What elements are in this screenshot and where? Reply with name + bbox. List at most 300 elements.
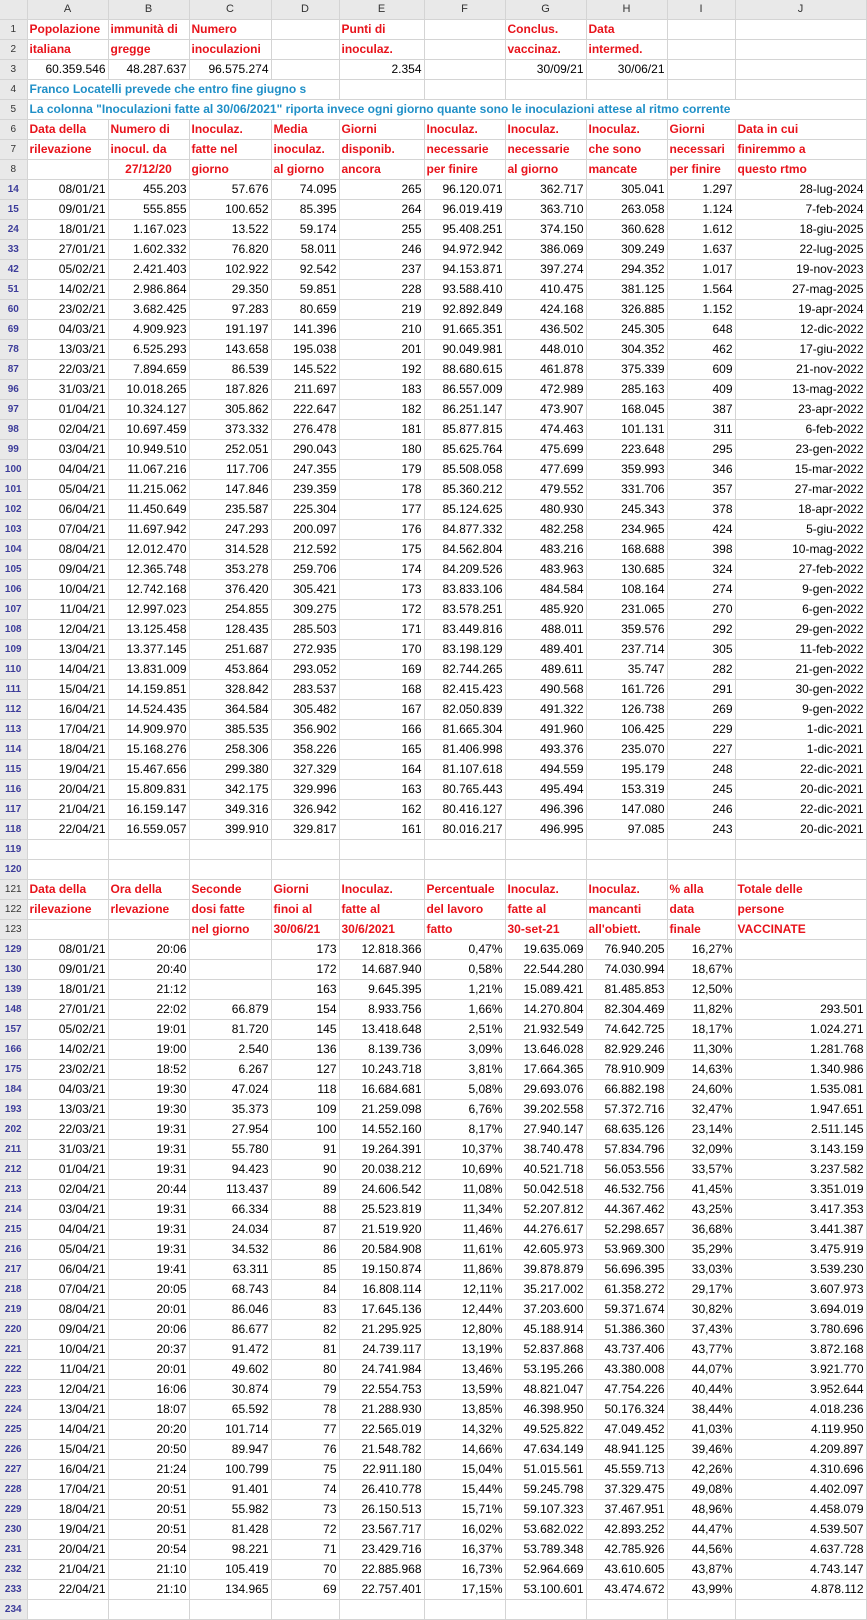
cell[interactable]: 374.150 — [505, 220, 586, 240]
cell[interactable]: 56.696.395 — [586, 1260, 667, 1280]
cell[interactable]: 22/04/21 — [27, 1580, 108, 1600]
cell[interactable]: 483.963 — [505, 560, 586, 580]
header-cell[interactable]: 30/6/2021 — [339, 920, 424, 940]
cell[interactable]: 15.089.421 — [505, 980, 586, 1000]
cell[interactable]: 18:52 — [108, 1060, 189, 1080]
column-header-c[interactable]: C — [189, 0, 271, 20]
row-number[interactable]: 116 — [0, 780, 27, 800]
cell[interactable]: 42.893.252 — [586, 1520, 667, 1540]
cell[interactable]: 10.324.127 — [108, 400, 189, 420]
cell[interactable]: 10-mag-2022 — [735, 540, 866, 560]
cell[interactable]: 70 — [271, 1560, 339, 1580]
cell[interactable]: 263.058 — [586, 200, 667, 220]
cell[interactable]: 84.877.332 — [424, 520, 505, 540]
cell[interactable]: 3.872.168 — [735, 1340, 866, 1360]
cell[interactable] — [189, 840, 271, 860]
cell[interactable]: 305.041 — [586, 180, 667, 200]
cell[interactable]: 09/04/21 — [27, 560, 108, 580]
cell[interactable]: 25.523.819 — [339, 1200, 424, 1220]
cell[interactable]: 13,59% — [424, 1380, 505, 1400]
cell[interactable]: 180 — [339, 440, 424, 460]
cell[interactable]: 386.069 — [505, 240, 586, 260]
column-header-d[interactable]: D — [271, 0, 339, 20]
cell[interactable]: 20.038.212 — [339, 1160, 424, 1180]
cell[interactable]: 2.540 — [189, 1040, 271, 1060]
cell[interactable] — [424, 860, 505, 880]
cell[interactable] — [271, 1600, 339, 1620]
header-cell[interactable]: necessarie — [424, 140, 505, 160]
cell[interactable]: 13/04/21 — [27, 640, 108, 660]
cell[interactable]: 195.179 — [586, 760, 667, 780]
cell[interactable]: 305 — [667, 640, 735, 660]
cell[interactable]: 96.575.274 — [189, 60, 271, 80]
row-number[interactable]: 217 — [0, 1260, 27, 1280]
cell[interactable]: 399.910 — [189, 820, 271, 840]
cell[interactable]: 87 — [271, 1220, 339, 1240]
cell[interactable]: 353.278 — [189, 560, 271, 580]
cell[interactable]: 342.175 — [189, 780, 271, 800]
cell[interactable]: 3,81% — [424, 1060, 505, 1080]
row-number[interactable]: 6 — [0, 120, 27, 140]
cell[interactable]: 1.024.271 — [735, 1020, 866, 1040]
cell[interactable] — [735, 60, 866, 80]
cell[interactable]: 231.065 — [586, 600, 667, 620]
cell[interactable]: 363.710 — [505, 200, 586, 220]
cell[interactable]: 229 — [667, 720, 735, 740]
cell[interactable]: 173 — [271, 940, 339, 960]
cell[interactable]: 314.528 — [189, 540, 271, 560]
cell[interactable]: 18/01/21 — [27, 220, 108, 240]
cell[interactable]: 191.197 — [189, 320, 271, 340]
cell[interactable]: 4.458.079 — [735, 1500, 866, 1520]
cell[interactable]: 237 — [339, 260, 424, 280]
cell[interactable]: 05/04/21 — [27, 480, 108, 500]
cell[interactable]: 11,86% — [424, 1260, 505, 1280]
cell[interactable] — [505, 80, 586, 100]
cell[interactable]: 78 — [271, 1400, 339, 1420]
cell[interactable]: 195.038 — [271, 340, 339, 360]
cell[interactable]: 225.304 — [271, 500, 339, 520]
cell[interactable]: 63.311 — [189, 1260, 271, 1280]
cell[interactable]: 162 — [339, 800, 424, 820]
cell[interactable]: 43,77% — [667, 1340, 735, 1360]
cell[interactable]: 305.482 — [271, 700, 339, 720]
column-header-g[interactable]: G — [505, 0, 586, 20]
cell[interactable]: 39,46% — [667, 1440, 735, 1460]
cell[interactable]: 4.539.507 — [735, 1520, 866, 1540]
cell[interactable]: 24.741.984 — [339, 1360, 424, 1380]
cell[interactable]: 461.878 — [505, 360, 586, 380]
cell[interactable]: 385.535 — [189, 720, 271, 740]
cell[interactable]: 19/04/21 — [27, 1520, 108, 1540]
cell[interactable]: 16/04/21 — [27, 1460, 108, 1480]
cell[interactable]: 192 — [339, 360, 424, 380]
header-cell[interactable]: Inoculaz. — [339, 880, 424, 900]
cell[interactable]: 18/01/21 — [27, 980, 108, 1000]
cell[interactable]: 27/01/21 — [27, 1000, 108, 1020]
cell[interactable]: 329.996 — [271, 780, 339, 800]
row-number[interactable]: 87 — [0, 360, 27, 380]
cell[interactable]: 222.647 — [271, 400, 339, 420]
cell[interactable]: 56.053.556 — [586, 1160, 667, 1180]
cell[interactable]: 179 — [339, 460, 424, 480]
cell[interactable]: 3.417.353 — [735, 1200, 866, 1220]
cell[interactable] — [27, 860, 108, 880]
cell[interactable]: 326.942 — [271, 800, 339, 820]
cell[interactable]: 18,17% — [667, 1020, 735, 1040]
cell[interactable] — [667, 60, 735, 80]
cell[interactable]: gregge — [108, 40, 189, 60]
cell[interactable]: 76.940.205 — [586, 940, 667, 960]
cell[interactable]: 167 — [339, 700, 424, 720]
cell[interactable]: 82.415.423 — [424, 680, 505, 700]
row-number[interactable]: 184 — [0, 1080, 27, 1100]
cell[interactable]: 14,66% — [424, 1440, 505, 1460]
row-number[interactable]: 3 — [0, 60, 27, 80]
cell[interactable]: 128.435 — [189, 620, 271, 640]
row-number[interactable]: 229 — [0, 1500, 27, 1520]
cell[interactable]: 57.676 — [189, 180, 271, 200]
cell[interactable]: 53.195.266 — [505, 1360, 586, 1380]
cell[interactable]: 91 — [271, 1140, 339, 1160]
cell[interactable]: 17/04/21 — [27, 720, 108, 740]
cell[interactable]: 346 — [667, 460, 735, 480]
cell[interactable] — [27, 840, 108, 860]
cell[interactable]: 472.989 — [505, 380, 586, 400]
cell[interactable]: 91.665.351 — [424, 320, 505, 340]
cell[interactable]: 24.606.542 — [339, 1180, 424, 1200]
cell[interactable]: 15.809.831 — [108, 780, 189, 800]
cell[interactable]: 27-mag-2025 — [735, 280, 866, 300]
cell[interactable]: 143.658 — [189, 340, 271, 360]
cell[interactable]: 66.879 — [189, 1000, 271, 1020]
cell[interactable]: 22-dic-2021 — [735, 800, 866, 820]
cell[interactable]: 2.986.864 — [108, 280, 189, 300]
row-number[interactable]: 99 — [0, 440, 27, 460]
cell[interactable]: 22.885.968 — [339, 1560, 424, 1580]
cell[interactable]: 20/04/21 — [27, 1540, 108, 1560]
cell[interactable]: 52.298.657 — [586, 1220, 667, 1240]
cell[interactable]: 6.267 — [189, 1060, 271, 1080]
row-number[interactable]: 113 — [0, 720, 27, 740]
cell[interactable]: 182 — [339, 400, 424, 420]
cell[interactable]: 07/04/21 — [27, 1280, 108, 1300]
cell[interactable]: 9-gen-2022 — [735, 700, 866, 720]
cell[interactable]: 32,47% — [667, 1100, 735, 1120]
row-number[interactable]: 215 — [0, 1220, 27, 1240]
cell[interactable]: 49.525.822 — [505, 1420, 586, 1440]
cell[interactable]: 239.359 — [271, 480, 339, 500]
header-cell[interactable]: % alla — [667, 880, 735, 900]
cell[interactable] — [667, 20, 735, 40]
cell[interactable]: 85.508.058 — [424, 460, 505, 480]
cell[interactable]: 172 — [339, 600, 424, 620]
cell[interactable]: 86.677 — [189, 1320, 271, 1340]
cell[interactable]: 375.339 — [586, 360, 667, 380]
cell[interactable]: 20.584.908 — [339, 1240, 424, 1260]
cell[interactable]: 211.697 — [271, 380, 339, 400]
cell[interactable] — [505, 860, 586, 880]
cell[interactable] — [586, 80, 667, 100]
cell[interactable]: 360.628 — [586, 220, 667, 240]
cell[interactable]: 3.607.973 — [735, 1280, 866, 1300]
cell[interactable]: 60.359.546 — [27, 60, 108, 80]
cell[interactable]: 59.245.798 — [505, 1480, 586, 1500]
cell[interactable]: 373.332 — [189, 420, 271, 440]
cell[interactable]: 43.474.672 — [586, 1580, 667, 1600]
cell[interactable]: 43.737.406 — [586, 1340, 667, 1360]
cell[interactable]: 83.833.106 — [424, 580, 505, 600]
cell[interactable]: 30-gen-2022 — [735, 680, 866, 700]
cell[interactable]: 474.463 — [505, 420, 586, 440]
cell[interactable]: 04/03/21 — [27, 1080, 108, 1100]
cell[interactable]: 8,17% — [424, 1120, 505, 1140]
cell[interactable]: 17,15% — [424, 1580, 505, 1600]
cell[interactable]: 13.646.028 — [505, 1040, 586, 1060]
cell[interactable]: 295 — [667, 440, 735, 460]
header-cell[interactable]: rilevazione — [27, 140, 108, 160]
cell[interactable]: 483.216 — [505, 540, 586, 560]
cell[interactable]: 243 — [667, 820, 735, 840]
cell[interactable]: 37,43% — [667, 1320, 735, 1340]
cell[interactable]: 30/09/21 — [505, 60, 586, 80]
cell[interactable] — [735, 860, 866, 880]
cell[interactable]: 409 — [667, 380, 735, 400]
cell[interactable]: 113.437 — [189, 1180, 271, 1200]
cell[interactable]: 72 — [271, 1520, 339, 1540]
cell[interactable]: 86.251.147 — [424, 400, 505, 420]
cell[interactable]: 362.717 — [505, 180, 586, 200]
cell[interactable]: 274 — [667, 580, 735, 600]
cell[interactable]: 13.831.009 — [108, 660, 189, 680]
cell[interactable]: 201 — [339, 340, 424, 360]
cell[interactable]: intermed. — [586, 40, 667, 60]
cell[interactable]: 3.780.696 — [735, 1320, 866, 1340]
cell[interactable]: 269 — [667, 700, 735, 720]
cell[interactable] — [505, 1600, 586, 1620]
row-number[interactable]: 69 — [0, 320, 27, 340]
cell[interactable]: 10.697.459 — [108, 420, 189, 440]
cell[interactable]: 68.635.126 — [586, 1120, 667, 1140]
cell[interactable]: 20:44 — [108, 1180, 189, 1200]
cell[interactable]: 10,69% — [424, 1160, 505, 1180]
cell[interactable]: 19:31 — [108, 1160, 189, 1180]
cell[interactable]: 3.143.159 — [735, 1140, 866, 1160]
cell[interactable]: 10/04/21 — [27, 580, 108, 600]
header-cell[interactable]: Inoculaz. — [189, 120, 271, 140]
cell[interactable]: 57.834.796 — [586, 1140, 667, 1160]
cell[interactable]: 21:24 — [108, 1460, 189, 1480]
header-cell[interactable]: che sono — [586, 140, 667, 160]
cell[interactable]: 05/02/21 — [27, 260, 108, 280]
cell[interactable]: 71 — [271, 1540, 339, 1560]
row-number[interactable]: 33 — [0, 240, 27, 260]
cell[interactable] — [667, 40, 735, 60]
cell[interactable]: 3.921.770 — [735, 1360, 866, 1380]
column-header-i[interactable]: I — [667, 0, 735, 20]
cell[interactable] — [735, 840, 866, 860]
cell[interactable]: 493.376 — [505, 740, 586, 760]
cell[interactable] — [189, 980, 271, 1000]
cell[interactable]: 13.418.648 — [339, 1020, 424, 1040]
cell[interactable]: 11,61% — [424, 1240, 505, 1260]
cell[interactable]: 43,87% — [667, 1560, 735, 1580]
cell[interactable]: 254.855 — [189, 600, 271, 620]
cell[interactable]: 43.610.605 — [586, 1560, 667, 1580]
cell[interactable]: 86.557.009 — [424, 380, 505, 400]
cell[interactable]: 80.416.127 — [424, 800, 505, 820]
cell[interactable]: 18/04/21 — [27, 1500, 108, 1520]
cell[interactable]: 176 — [339, 520, 424, 540]
cell[interactable] — [735, 960, 866, 980]
cell[interactable]: 12.365.748 — [108, 560, 189, 580]
row-number[interactable]: 8 — [0, 160, 27, 180]
cell[interactable]: 80.765.443 — [424, 780, 505, 800]
cell[interactable]: 270 — [667, 600, 735, 620]
row-number[interactable]: 109 — [0, 640, 27, 660]
cell[interactable]: 61.358.272 — [586, 1280, 667, 1300]
cell[interactable]: 6,76% — [424, 1100, 505, 1120]
cell[interactable]: 101.131 — [586, 420, 667, 440]
cell[interactable]: 39.878.879 — [505, 1260, 586, 1280]
cell[interactable]: 14.687.940 — [339, 960, 424, 980]
cell[interactable]: 145.522 — [271, 360, 339, 380]
cell[interactable]: 89.947 — [189, 1440, 271, 1460]
cell[interactable]: 44.276.617 — [505, 1220, 586, 1240]
cell[interactable]: 74.030.994 — [586, 960, 667, 980]
cell[interactable]: 555.855 — [108, 200, 189, 220]
cell[interactable]: 20:37 — [108, 1340, 189, 1360]
cell[interactable] — [339, 80, 424, 100]
cell[interactable]: 82.744.265 — [424, 660, 505, 680]
cell[interactable]: 13/03/21 — [27, 340, 108, 360]
cell[interactable]: 358.226 — [271, 740, 339, 760]
cell[interactable]: 1-dic-2021 — [735, 740, 866, 760]
cell[interactable]: 219 — [339, 300, 424, 320]
cell[interactable]: 247.293 — [189, 520, 271, 540]
cell[interactable]: 35.747 — [586, 660, 667, 680]
cell[interactable]: 74 — [271, 1480, 339, 1500]
row-number[interactable]: 4 — [0, 80, 27, 100]
cell[interactable]: 31/03/21 — [27, 1140, 108, 1160]
cell[interactable]: 248 — [667, 760, 735, 780]
cell[interactable]: 76.820 — [189, 240, 271, 260]
cell[interactable]: 3.539.230 — [735, 1260, 866, 1280]
cell[interactable]: 57.372.716 — [586, 1100, 667, 1120]
cell[interactable]: 11,30% — [667, 1040, 735, 1060]
header-cell[interactable]: del lavoro — [424, 900, 505, 920]
row-number[interactable]: 24 — [0, 220, 27, 240]
cell[interactable]: 10.949.510 — [108, 440, 189, 460]
cell[interactable]: 294.352 — [586, 260, 667, 280]
cell[interactable]: 245.305 — [586, 320, 667, 340]
cell[interactable] — [424, 840, 505, 860]
cell[interactable]: 22-lug-2025 — [735, 240, 866, 260]
cell[interactable]: 83 — [271, 1300, 339, 1320]
cell[interactable]: 80.016.217 — [424, 820, 505, 840]
cell[interactable]: 482.258 — [505, 520, 586, 540]
cell[interactable]: 496.995 — [505, 820, 586, 840]
cell[interactable]: 8.933.756 — [339, 1000, 424, 1020]
row-number[interactable]: 166 — [0, 1040, 27, 1060]
cell[interactable]: 494.559 — [505, 760, 586, 780]
cell[interactable]: 15/04/21 — [27, 680, 108, 700]
cell[interactable]: 356.902 — [271, 720, 339, 740]
row-number[interactable]: 157 — [0, 1020, 27, 1040]
cell[interactable]: 41,03% — [667, 1420, 735, 1440]
cell[interactable]: 47.049.452 — [586, 1420, 667, 1440]
cell[interactable]: 75 — [271, 1460, 339, 1480]
cell[interactable]: 83.449.816 — [424, 620, 505, 640]
header-cell[interactable]: 30-set-21 — [505, 920, 586, 940]
cell[interactable]: 29.693.076 — [505, 1080, 586, 1100]
cell[interactable]: 166 — [339, 720, 424, 740]
cell[interactable] — [271, 40, 339, 60]
cell[interactable] — [339, 840, 424, 860]
cell[interactable]: 13,19% — [424, 1340, 505, 1360]
cell[interactable]: 1.637 — [667, 240, 735, 260]
cell[interactable]: 92.892.849 — [424, 300, 505, 320]
cell[interactable]: 3,09% — [424, 1040, 505, 1060]
cell[interactable]: 19:31 — [108, 1200, 189, 1220]
cell[interactable] — [586, 860, 667, 880]
cell[interactable]: 169 — [339, 660, 424, 680]
header-cell[interactable]: Totale delle — [735, 880, 866, 900]
cell[interactable]: 82.304.469 — [586, 1000, 667, 1020]
cell[interactable]: 378 — [667, 500, 735, 520]
cell[interactable]: 11-feb-2022 — [735, 640, 866, 660]
cell[interactable]: 21.259.098 — [339, 1100, 424, 1120]
cell[interactable]: 5-giu-2022 — [735, 520, 866, 540]
cell[interactable]: 210 — [339, 320, 424, 340]
cell[interactable]: Data — [586, 20, 667, 40]
header-cell[interactable]: al giorno — [271, 160, 339, 180]
row-number[interactable]: 224 — [0, 1400, 27, 1420]
cell[interactable]: 648 — [667, 320, 735, 340]
header-cell[interactable]: disponib. — [339, 140, 424, 160]
row-number[interactable]: 202 — [0, 1120, 27, 1140]
cell[interactable]: 15.467.656 — [108, 760, 189, 780]
cell[interactable]: 15,71% — [424, 1500, 505, 1520]
cell[interactable]: 245.343 — [586, 500, 667, 520]
cell[interactable]: 35.373 — [189, 1100, 271, 1120]
cell[interactable]: 1.602.332 — [108, 240, 189, 260]
header-cell[interactable]: VACCINATE — [735, 920, 866, 940]
cell[interactable] — [108, 1600, 189, 1620]
cell[interactable]: 01/04/21 — [27, 400, 108, 420]
cell[interactable]: 08/04/21 — [27, 540, 108, 560]
cell[interactable]: 20:06 — [108, 1320, 189, 1340]
cell[interactable]: 14.552.160 — [339, 1120, 424, 1140]
cell[interactable]: 1.612 — [667, 220, 735, 240]
cell[interactable]: 20:51 — [108, 1480, 189, 1500]
cell[interactable]: 0,47% — [424, 940, 505, 960]
row-number[interactable]: 211 — [0, 1140, 27, 1160]
cell[interactable]: 20:51 — [108, 1520, 189, 1540]
cell[interactable]: 20:01 — [108, 1300, 189, 1320]
header-cell[interactable] — [27, 160, 108, 180]
cell[interactable]: 39.202.558 — [505, 1100, 586, 1120]
cell[interactable]: 47.024 — [189, 1080, 271, 1100]
header-cell[interactable]: necessari — [667, 140, 735, 160]
cell[interactable]: 21:10 — [108, 1560, 189, 1580]
cell[interactable]: 21:10 — [108, 1580, 189, 1600]
cell[interactable]: 98.221 — [189, 1540, 271, 1560]
cell[interactable]: 168.688 — [586, 540, 667, 560]
cell[interactable] — [108, 860, 189, 880]
cell[interactable]: 12,44% — [424, 1300, 505, 1320]
row-number[interactable]: 233 — [0, 1580, 27, 1600]
